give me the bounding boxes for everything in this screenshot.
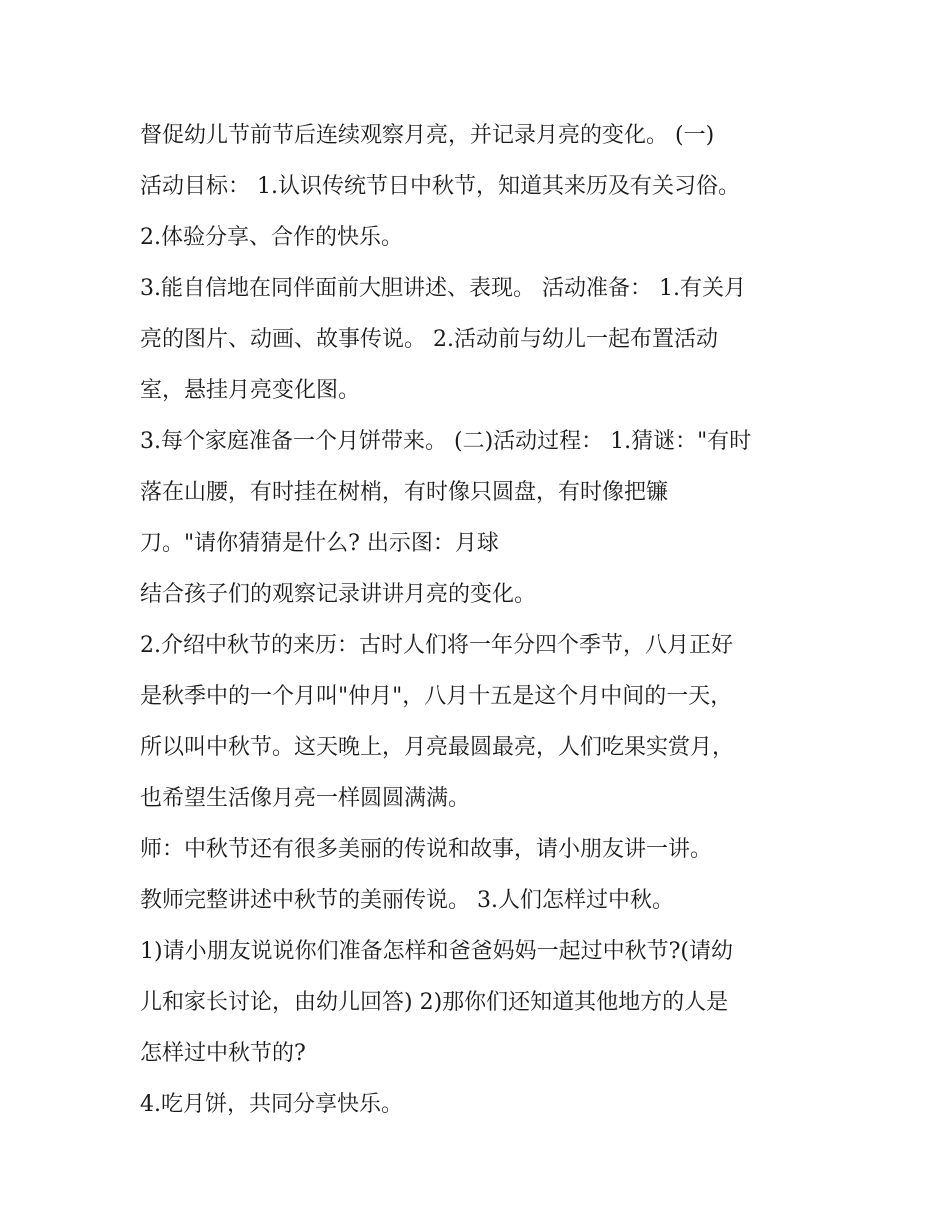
text-line: 所以叫中秋节。这天晚上，月亮最圆最亮，人们吃果实赏月， bbox=[140, 735, 735, 760]
text-line: 结合孩子们的观察记录讲讲月亮的变化。 bbox=[140, 582, 537, 607]
text-line: 室，悬挂月亮变化图。 bbox=[140, 378, 361, 403]
text-line: 儿和家长讨论，由幼儿回答) 2)那你们还知道其他地方的人是 bbox=[140, 990, 729, 1015]
text-line: 2.介绍中秋节的来历：古时人们将一年分四个季节，八月正好 bbox=[140, 633, 733, 658]
text-line: 落在山腰，有时挂在树梢，有时像只圆盘，有时像把镰 bbox=[140, 480, 669, 505]
text-line: 也希望生活像月亮一样圆圆满满。 bbox=[140, 786, 471, 811]
text-line: 3.每个家庭准备一个月饼带来。 (二)活动过程： 1.猜谜："有时 bbox=[140, 429, 752, 454]
text-line: 2.体验分享、合作的快乐。 bbox=[140, 225, 403, 250]
text-line: 督促幼儿节前节后连续观察月亮，并记录月亮的变化。 (一) bbox=[140, 123, 715, 148]
text-line: 1)请小朋友说说你们准备怎样和爸爸妈妈一起过中秋节?(请幼 bbox=[140, 939, 733, 964]
text-line: 师：中秋节还有很多美丽的传说和故事，请小朋友讲一讲。 bbox=[140, 837, 713, 862]
body-text bbox=[140, 110, 820, 1130]
text-line: 3.能自信地在同伴面前大胆讲述、表现。 活动准备： 1.有关月 bbox=[140, 276, 746, 301]
text-line: 活动目标： 1.认识传统节日中秋节，知道其来历及有关习俗。 bbox=[140, 174, 740, 199]
text-line: 刀。"请你猜猜是什么? 出示图：月球 bbox=[140, 531, 499, 556]
text-line: 亮的图片、动画、故事传说。 2.活动前与幼儿一起布置活动 bbox=[140, 327, 718, 352]
text-line: 是秋季中的一个月叫"仲月"，八月十五是这个月中间的一天， bbox=[140, 684, 733, 709]
text-line: 教师完整讲述中秋节的美丽传说。 3.人们怎样过中秋。 bbox=[140, 888, 674, 913]
text-line: 怎样过中秋节的? bbox=[140, 1041, 306, 1066]
text-line: 4.吃月饼，共同分享快乐。 bbox=[140, 1092, 403, 1117]
